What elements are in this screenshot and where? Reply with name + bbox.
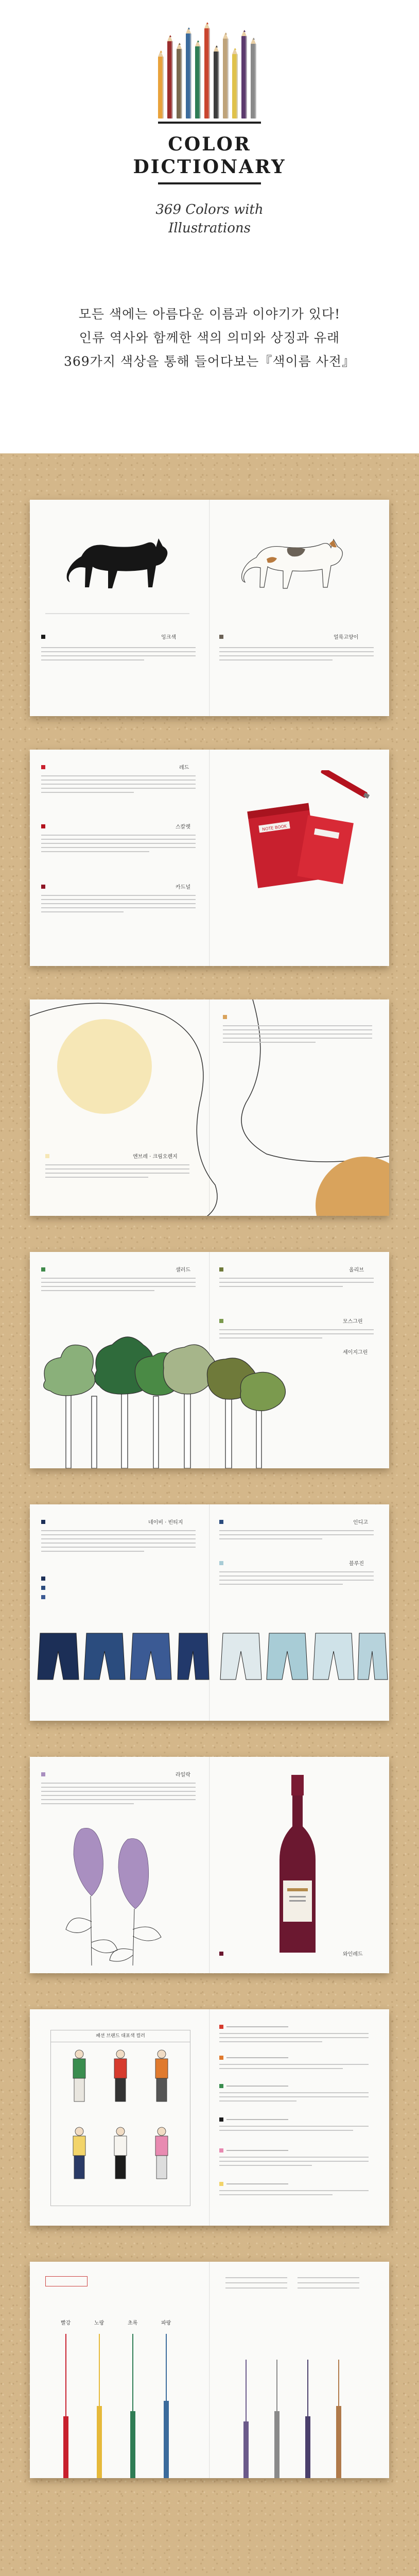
spread-wine bbox=[30, 1757, 389, 1973]
lilac-swatch bbox=[41, 1772, 45, 1776]
bluejean-swatch bbox=[219, 1561, 223, 1565]
header-pencil bbox=[232, 54, 238, 118]
spread-fashion bbox=[30, 2009, 389, 2226]
red-swatch bbox=[41, 765, 45, 769]
spread-pencils bbox=[30, 2262, 389, 2478]
color-name-indigo: 인디고 bbox=[353, 1520, 368, 1526]
wine-swatch bbox=[219, 1952, 223, 1956]
fashion-panel bbox=[50, 2030, 190, 2206]
header-pencil bbox=[158, 57, 164, 118]
header-section bbox=[0, 0, 419, 453]
fashion-figures-illustration bbox=[51, 2044, 190, 2204]
indigo-swatch bbox=[219, 1520, 223, 1524]
subtitle-line1: 369 Colors with bbox=[155, 202, 264, 217]
jeans-illustration bbox=[30, 1623, 389, 1685]
fashion-swatch-1 bbox=[219, 2025, 223, 2029]
cardinal-swatch bbox=[41, 885, 45, 889]
color-name-calico: 얼룩고양이 bbox=[334, 635, 359, 640]
trees-illustration bbox=[30, 1319, 389, 1468]
color-name-wine: 와인레드 bbox=[343, 1952, 363, 1957]
spread-notebook bbox=[30, 750, 389, 966]
calico-cat-illustration bbox=[236, 520, 354, 598]
title-rule-top bbox=[158, 122, 261, 124]
header-pencil bbox=[223, 39, 229, 118]
color-name-scarlet: 스칼렛 bbox=[176, 824, 190, 830]
pencils-illustration bbox=[158, 21, 261, 118]
pencils-label-box bbox=[45, 2276, 88, 2286]
header-pencil bbox=[186, 33, 191, 118]
spread-eggs bbox=[30, 999, 389, 1216]
lilac-illustration bbox=[50, 1819, 184, 1968]
intro-line3: 369가지 색상을 통해 들어다보는『색이름 사전』 bbox=[63, 354, 356, 369]
orange-swatch bbox=[223, 1015, 227, 1019]
pencil-name-green: 초록 bbox=[128, 2320, 138, 2326]
calico-swatch bbox=[219, 635, 223, 639]
pencil-name-yellow: 노랑 bbox=[94, 2320, 104, 2326]
main-title-line1: COLOR bbox=[168, 133, 251, 155]
indigo-swatch-2 bbox=[41, 1586, 45, 1590]
fashion-swatch-6 bbox=[219, 2182, 223, 2186]
intro-line1: 모든 색에는 아름다운 이름과 이야기가 있다! bbox=[78, 307, 341, 321]
color-name-red: 레드 bbox=[179, 765, 189, 771]
fashion-swatch-5 bbox=[219, 2148, 223, 2153]
pencil-name-blue: 파랑 bbox=[161, 2320, 171, 2326]
header-pencil bbox=[241, 36, 247, 118]
header-pencil bbox=[251, 44, 256, 118]
color-name-salad: 샐러드 bbox=[176, 1267, 190, 1273]
color-name-olive: 올리브 bbox=[349, 1267, 364, 1273]
color-name-sage: 세이지그린 bbox=[343, 1350, 368, 1355]
subtitle-line2: Illustrations bbox=[168, 221, 251, 236]
navy-swatch bbox=[41, 1520, 45, 1524]
notebook-label: NOTE BOOK bbox=[261, 823, 287, 832]
pencil-columns-illustration bbox=[30, 2329, 389, 2478]
spread-trees bbox=[30, 1252, 389, 1468]
intro-line2: 인류 역사와 함께한 색의 의미와 상징과 유래 bbox=[79, 330, 340, 345]
title-rule-bottom bbox=[158, 182, 261, 184]
navy-swatch-2 bbox=[41, 1577, 45, 1581]
fashion-swatch-4 bbox=[219, 2117, 223, 2122]
cream-swatch bbox=[45, 1154, 49, 1158]
wine-bottle-illustration bbox=[267, 1772, 328, 1958]
color-name-navy: 네이비 · 빈티지 bbox=[148, 1520, 183, 1526]
header-pencil bbox=[204, 28, 210, 118]
color-name-ink: 잉크색 bbox=[161, 635, 176, 640]
olive-swatch bbox=[219, 1267, 223, 1272]
black-cat-illustration bbox=[61, 520, 179, 598]
blue-swatch-2 bbox=[41, 1595, 45, 1599]
fashion-swatch-3 bbox=[219, 2084, 223, 2088]
pencil-name-red: 빨강 bbox=[61, 2320, 71, 2326]
ink-swatch bbox=[41, 635, 45, 639]
header-pencil bbox=[195, 46, 201, 118]
header-pencil bbox=[177, 49, 182, 118]
header-pencil bbox=[214, 52, 219, 118]
color-name-bluejean: 블루진 bbox=[349, 1561, 364, 1567]
color-name-cardinal: 카드널 bbox=[176, 885, 190, 890]
spread-jeans bbox=[30, 1504, 389, 1721]
color-name-cream: 엔브레 · 크림오렌지 bbox=[133, 1154, 178, 1160]
spread-cats bbox=[30, 500, 389, 716]
color-name-lilac: 라일락 bbox=[176, 1772, 190, 1778]
scarlet-swatch bbox=[41, 824, 45, 828]
notebook-illustration bbox=[236, 770, 370, 894]
fashion-swatch-2 bbox=[219, 2056, 223, 2060]
fashion-panel-title: 패션 브랜드 대표색 컬러 bbox=[51, 2030, 190, 2042]
header-pencil bbox=[167, 41, 173, 118]
salad-swatch bbox=[41, 1267, 45, 1272]
main-title-line2: DICTIONARY bbox=[133, 156, 286, 178]
color-name-moss: 모스그린 bbox=[343, 1319, 363, 1325]
